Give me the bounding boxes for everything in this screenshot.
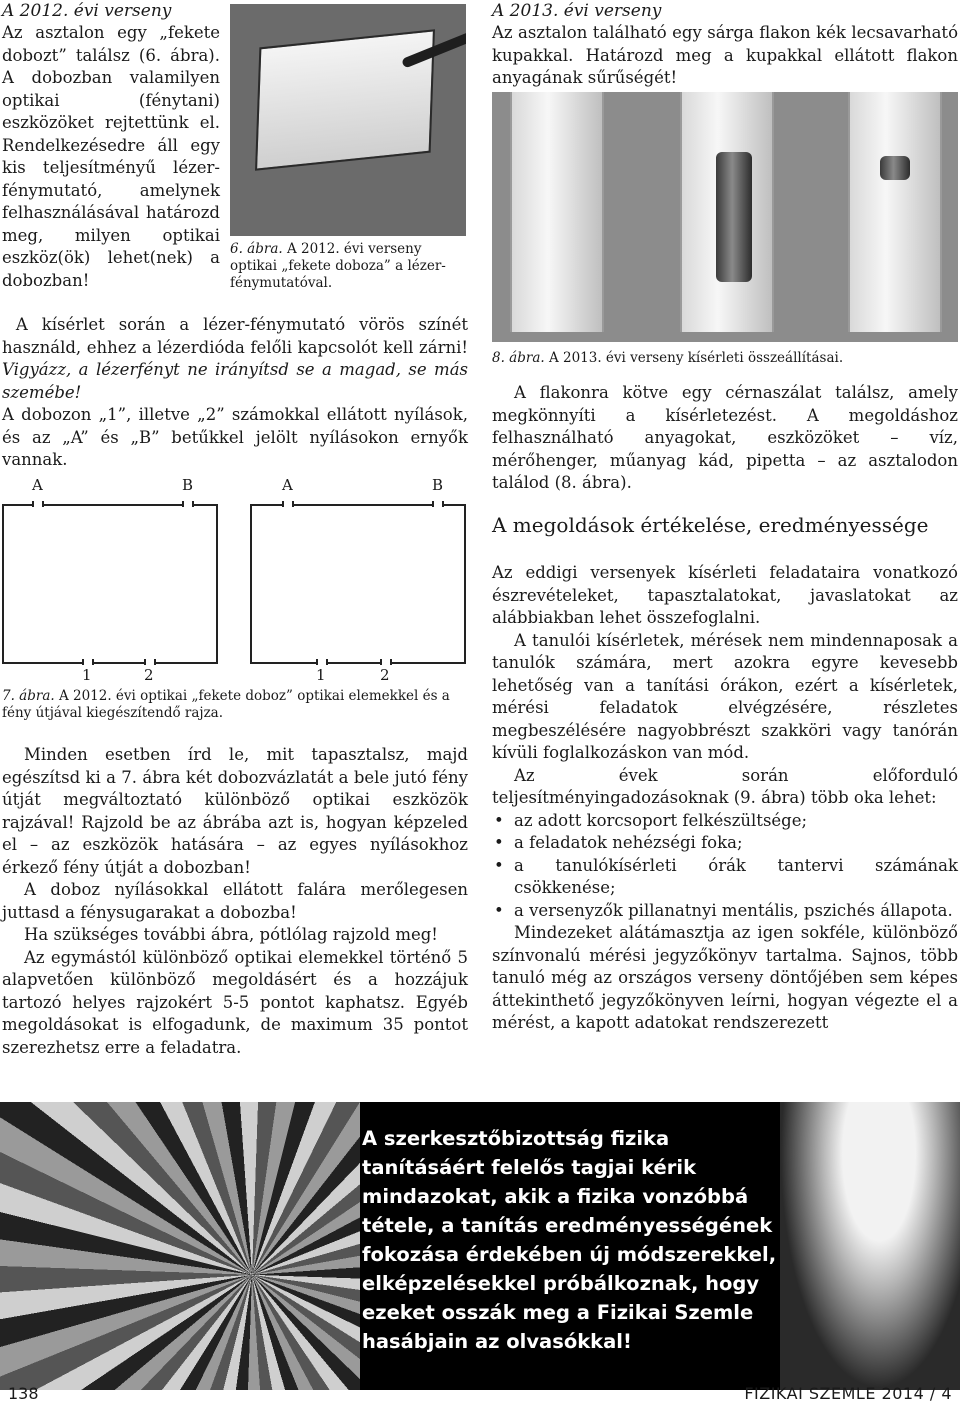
label-2-right: 2 <box>380 666 390 684</box>
call-for-contributions-banner <box>0 1102 960 1390</box>
evaluation-paragraph-3: Az évek során előforduló teljesítményingadozásoknak (9. ábra) több oka lehet: <box>492 765 958 807</box>
evaluation-paragraph-1: Az eddigi versenyek kísérleti feladataira vonatkozó észrevételeket, tapasztalatokat, javaslatokat az alábbiakban lehet összefoglalni. <box>492 563 958 627</box>
figure-7-label: 7. ábra. <box>2 688 55 704</box>
figure-7-diagram <box>0 476 470 686</box>
list-item: • a versenyzők pillanatnyi mentális, pszichés állapota. <box>514 900 958 923</box>
evaluation-paragraph-2: A tanulói kísérletek, mérések nem mindennaposak a tanulók számára, mert azokra egyre kevesebb lehetőség van a tanítási órákon, ezért a kísérletek, mérési feladatok elvégzésére, részletes megbeszélésére nagyobbrészt szakköri vagy tanórán kívüli foglalkozáskon van mód. <box>492 630 958 762</box>
reasons-list <box>492 810 958 923</box>
label-1-left: 1 <box>82 666 92 684</box>
opening-2-right <box>380 659 392 665</box>
paragraph-extra: Ha szükséges további ábra, pótlólag rajzold meg! <box>24 925 438 944</box>
figure-8-text: A 2013. évi verseny kísérleti összeállításai. <box>548 350 844 366</box>
figure-8-caption <box>492 350 958 367</box>
label-1-right: 1 <box>316 666 326 684</box>
evaluation-text <box>492 562 958 1035</box>
evaluation-paragraph-4: Mindezeket alátámasztja az igen sokféle, különböző színvonalú mérési jegyzőkönyv tartalma. Sajnos, több tanuló még az országos verseny döntőjében sem képes áttekinthető jegyzőkönyven leírni, hogyan végezte el a mérést, a kapott adatokat rendszerezett <box>492 923 958 1032</box>
journal-name: FIZIKAI SZEMLE 2014 / 4 <box>744 1384 952 1403</box>
opening-2-left <box>144 659 156 665</box>
left-body-text <box>2 744 468 1059</box>
label-a-right: A <box>282 476 293 494</box>
laser-warning: Vigyázz, a lézerfényt ne irányítsd se a magad, se más szemébe! <box>2 360 468 402</box>
paragraph-laser <box>2 314 468 404</box>
paragraph-openings: A dobozon „1”, illetve „2” számokkal ellátott nyílások, és az „A” és „B” betűkkel jelölt nyílásokon ernyők vannak. <box>2 405 468 469</box>
cylinder-right <box>848 92 942 332</box>
figure-6-label: 6. ábra. <box>230 241 283 257</box>
paragraph-draw: Minden esetben írd le, mit tapasztalsz, majd egészítsd ki a 7. ábra két dobozvázlatát a bele jutó fény útját megváltoztató különböző optikai eszközök rajzával! Rajzold be az ábrába azt is, hogyan képzeled el – az eszközök hatására – az egyes nyílásokhoz érkező fény útját a dobozban! <box>2 745 468 877</box>
opening-a-left <box>32 501 44 507</box>
section-title-2012: A 2012. évi verseny <box>2 1 172 21</box>
black-box-object <box>255 29 435 171</box>
figure-6-text: A 2012. évi verseny optikai „fekete doboza” a lézer-fénymutatóval. <box>230 241 446 291</box>
opening-b-right <box>432 501 444 507</box>
bottle-in-cylinder <box>716 152 752 282</box>
figure-7-caption <box>2 688 468 722</box>
laser-instruction: A kísérlet során a lézer-fénymutató vörös színét használd, ehhez a lézerdióda felőli kapcsolót kell zárni! <box>2 315 468 357</box>
figure-8-label: 8. ábra. <box>492 350 545 366</box>
figure-6-caption <box>230 241 466 292</box>
section-title-2013: A 2013. évi verseny <box>492 1 662 21</box>
cap-in-cylinder <box>880 156 910 180</box>
banner-text: A szerkesztőbizottság fizika tanításáért felelős tagjai kérik mindazokat, akik a fizika vonzóbbá tétele, a tanítás eredményességének fokozása érdekében új módszerekkel, elképzelésekkel próbálkoznak, hogy ezeket osszák meg a Fizikai Szemle hasábjain az olvasókkal! <box>362 1127 777 1353</box>
intro-2012: Az asztalon egy „fekete dobozt” találsz (6. ábra). A dobozban valamilyen optikai (fénytani) eszközöket rejtettünk el. Rendelkezésedre áll egy kis teljesítményű lézer-fénymutató, amelynek felhasználásával határozd meg, milyen optikai eszköz(ök) lehet(nek) a dobozban! <box>2 23 220 290</box>
opening-1-right <box>316 659 328 665</box>
opening-a-right <box>282 501 294 507</box>
label-a-left: A <box>32 476 43 494</box>
einstein-tunnel-image <box>0 1102 360 1390</box>
figure-7-text: A 2012. évi optikai „fekete doboz” optikai elemekkel és a fény útjával kiegészítendő rajza. <box>2 688 450 721</box>
label-b-left: B <box>182 476 194 494</box>
box-sketch-right <box>250 504 466 664</box>
paragraph-thread: A flakonra kötve egy cérnaszálat találsz, amely megkönnyíti a kísérletezést. A megoldáshoz felhasználható anyagokat, eszközöket – víz, mérőhenger, műanyag kád, pipetta – az asztalodon találod (8. ábra). <box>492 383 958 492</box>
box-sketch-left <box>2 504 218 664</box>
paragraph-points: Az egymástól különböző optikai elemekkel történő 5 alapvetően különböző megoldásért és a hozzájuk tartozó helyes rajzokért 5-5 pontot kaphatsz. Egyéb megoldásokat is elfogadunk, de maximum 35 pontot szerezhetsz erre a feladatra. <box>2 947 468 1057</box>
girl-static-hair-image <box>780 1102 960 1390</box>
paragraph-perpendicular: A doboz nyílásokkal ellátott falára merőlegesen juttasd a fénysugarakat a dobozba! <box>2 880 468 922</box>
list-item: • a tanulókísérleti órák tantervi számának csökkenése; <box>514 855 958 900</box>
cylinder-left <box>510 92 604 332</box>
label-2-left: 2 <box>144 666 154 684</box>
list-item: • a feladatok nehézségi foka; <box>514 832 958 855</box>
section-heading-evaluation: A megoldások értékelése, eredményessége <box>492 513 929 537</box>
figure-6-photo <box>230 4 466 236</box>
page-number: 138 <box>8 1384 39 1403</box>
figure-8-photo <box>492 92 958 342</box>
opening-1-left <box>82 659 94 665</box>
list-item: • az adott korcsoport felkészültsége; <box>514 810 958 833</box>
intro-2013: Az asztalon található egy sárga flakon kék lecsavarható kupakkal. Határozd meg a kupakkal ellátott flakon anyagának sűrűségét! <box>492 23 958 87</box>
label-b-right: B <box>432 476 444 494</box>
opening-b-left <box>182 501 194 507</box>
